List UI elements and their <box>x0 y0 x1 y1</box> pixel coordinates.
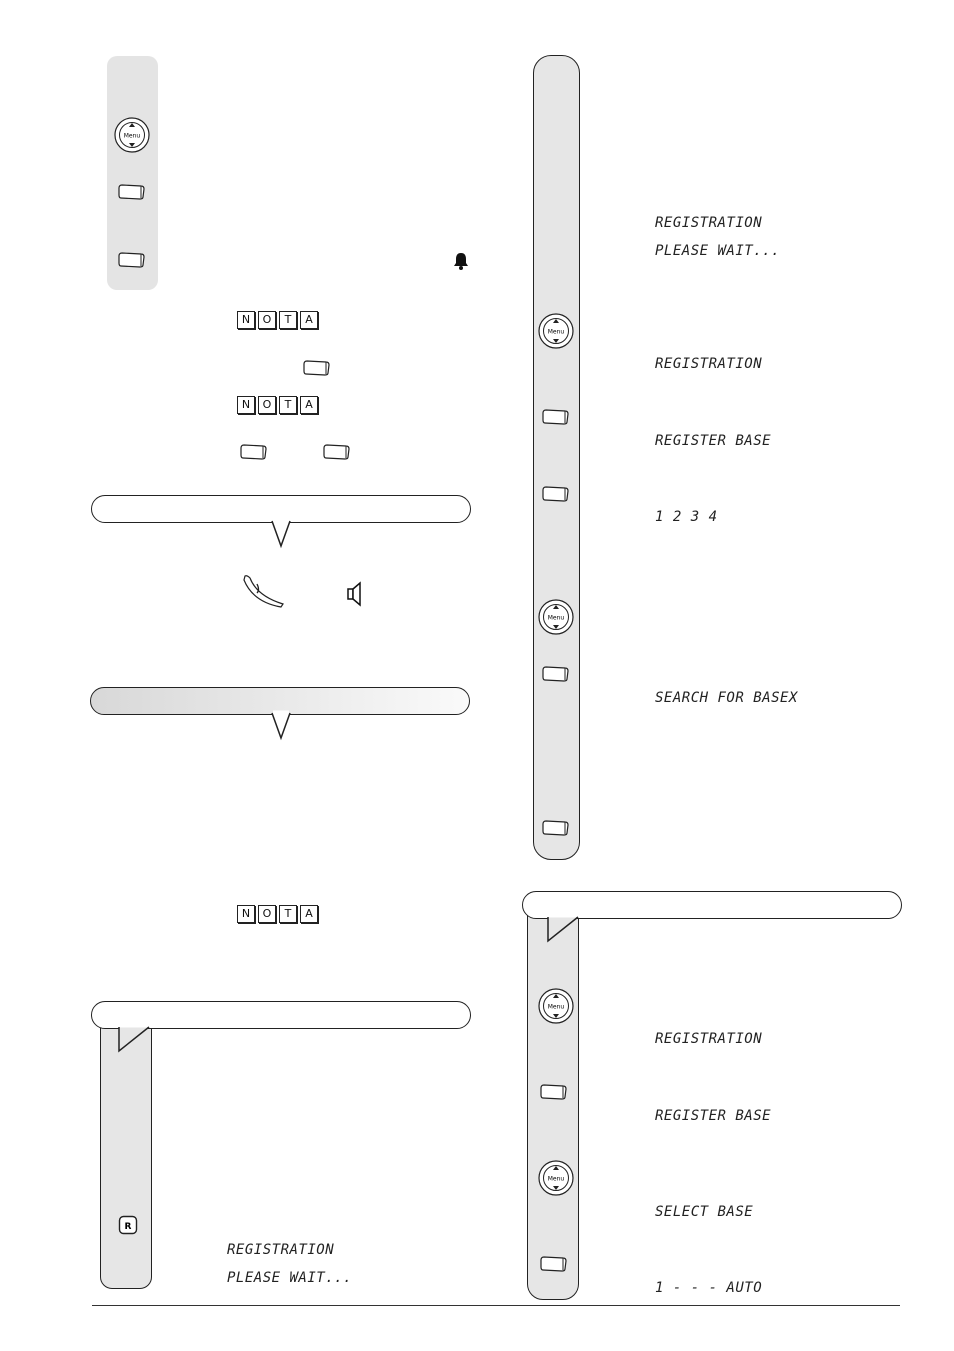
menu-key-icon <box>538 1160 574 1196</box>
menu-key-label: Menu <box>547 1175 565 1183</box>
left-bottom-key-strip <box>100 1015 152 1289</box>
footer-rule <box>92 1305 900 1306</box>
soft-key-icon <box>541 485 569 503</box>
menu-key-label: Menu <box>547 1003 565 1011</box>
soft-key-icon <box>117 251 145 269</box>
nota-letter: N <box>237 905 255 923</box>
soft-key-icon <box>302 359 330 377</box>
callout-bubble <box>522 891 902 919</box>
menu-key-label: Menu <box>547 614 565 622</box>
lcd-select-base: SELECT BASE <box>655 1204 754 1220</box>
nota-letter: T <box>279 905 297 923</box>
nota-letter: O <box>258 905 276 923</box>
callout-pointer <box>271 712 291 740</box>
lcd-registration: REGISTRATION <box>655 215 763 231</box>
soft-key-icon <box>539 1083 567 1101</box>
lcd-please-wait: PLEASE WAIT... <box>655 243 781 259</box>
bell-icon <box>453 252 469 270</box>
soft-key-icon <box>117 183 145 201</box>
menu-key-label: Menu <box>547 328 565 336</box>
callout-pointer <box>271 520 291 548</box>
nota-letter: T <box>279 311 297 329</box>
callout-pointer <box>546 916 582 944</box>
lcd-registration: REGISTRATION <box>655 1031 763 1047</box>
lcd-registration: REGISTRATION <box>227 1242 335 1258</box>
handset-talk-key-icon <box>243 574 285 608</box>
soft-key-icon <box>239 443 267 461</box>
menu-key-icon <box>538 313 574 349</box>
menu-key-label: Menu <box>123 132 141 140</box>
nota-letter: O <box>258 311 276 329</box>
nota-letter: N <box>237 396 255 414</box>
soft-key-icon <box>541 819 569 837</box>
nota-letter: O <box>258 396 276 414</box>
nota-keys <box>237 311 318 329</box>
lcd-register-base: REGISTER BASE <box>655 433 772 449</box>
nota-letter: A <box>300 311 318 329</box>
nota-keys <box>237 396 318 414</box>
lcd-search-for-base: SEARCH FOR BASEX <box>655 690 798 706</box>
nota-letter: A <box>300 905 318 923</box>
nota-keys <box>237 905 318 923</box>
callout-bubble <box>91 1001 471 1029</box>
lcd-auto: 1 - - - AUTO <box>655 1280 763 1296</box>
soft-key-icon <box>541 665 569 683</box>
soft-key-icon <box>539 1255 567 1273</box>
menu-key-icon <box>538 988 574 1024</box>
soft-key-icon <box>541 408 569 426</box>
r-key-icon <box>118 1215 138 1235</box>
r-key-label: R <box>124 1222 132 1232</box>
callout-pointer <box>117 1026 153 1054</box>
lcd-registration: REGISTRATION <box>655 356 763 372</box>
soft-key-icon <box>322 443 350 461</box>
speaker-icon <box>347 581 363 607</box>
menu-key-icon <box>538 599 574 635</box>
nota-letter: A <box>300 396 318 414</box>
lcd-please-wait: PLEASE WAIT... <box>227 1270 353 1286</box>
nota-letter: T <box>279 396 297 414</box>
menu-key-icon <box>114 117 150 153</box>
lcd-pin: 1 2 3 4 <box>655 509 718 525</box>
right-top-key-strip <box>533 55 580 860</box>
right-bottom-key-strip <box>527 905 579 1300</box>
lcd-register-base: REGISTER BASE <box>655 1108 772 1124</box>
nota-letter: N <box>237 311 255 329</box>
